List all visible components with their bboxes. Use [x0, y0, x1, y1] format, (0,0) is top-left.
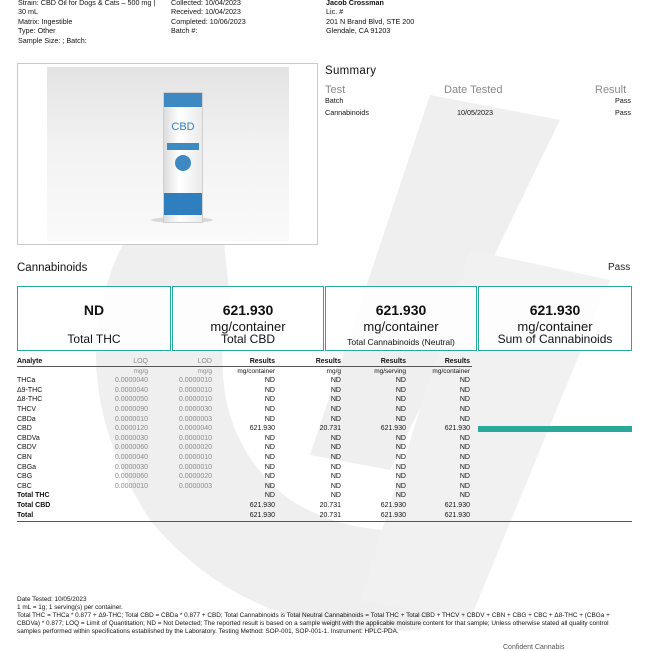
- unit-r3: mg/serving: [374, 367, 406, 375]
- analyte-name: CBGa: [17, 463, 37, 471]
- total-container: 621.930: [249, 511, 275, 519]
- col-results-container-2: Results: [444, 358, 470, 365]
- result-container: ND: [264, 405, 275, 413]
- total-serving: ND: [395, 492, 406, 500]
- total-row: [17, 491, 632, 501]
- header-city: Glendale, CA 91203: [326, 26, 391, 36]
- table-row: [17, 415, 632, 425]
- result-container: 621.930: [249, 425, 275, 433]
- result-bar: [478, 426, 632, 432]
- summary-row-test: Batch: [325, 96, 344, 105]
- lod-value: 0.0000010: [178, 453, 212, 461]
- footer-brand: Confident Cannabis: [503, 644, 565, 651]
- result-container-2: ND: [459, 463, 470, 471]
- header-strain: Strain: CBD Oil for Dogs & Cats – 500 mg |: [18, 0, 156, 7]
- result-serving: 621.930: [380, 425, 406, 433]
- result-container: ND: [264, 386, 275, 394]
- result-serving: ND: [395, 386, 406, 394]
- result-serving: ND: [395, 396, 406, 404]
- total-container-2: 621.930: [444, 511, 470, 519]
- total-name: Total: [17, 511, 34, 519]
- unit-lod: mg/g: [197, 367, 212, 375]
- summary-col-result: Result: [595, 84, 627, 96]
- box-label: Total CBD: [220, 332, 276, 346]
- analyte-name: CBDV: [17, 444, 37, 452]
- table-row: [17, 472, 632, 482]
- total-mg-g: 20.731: [319, 501, 341, 509]
- result-container-2: 621.930: [444, 425, 470, 433]
- lod-value: 0.0000040: [178, 425, 212, 433]
- summary-col-test: Test: [325, 84, 346, 96]
- loq-value: 0.0000030: [114, 434, 148, 442]
- result-mg-g: ND: [330, 377, 341, 385]
- table-row: [17, 405, 632, 415]
- total-row: [17, 501, 632, 511]
- box-value: 621.930: [529, 302, 581, 318]
- footer-definitions: Total THC = THCa * 0.877 + Δ9-THC; Total CBD = CBDa * 0.877 + CBD; Total Cannabinoids is Total Neutral Cannabinoids = Total THC + Total CBD + THCV + CBDV + CBN + CBG + CBC + Δ8-THC + (CBGa + CBDVa) * 0.877; LOQ = Limit of Quantitation; ND = Not Detected; The reported result is based on a sample weight with the applicable moisture content for that sample; Unless otherwise stated all quality control samples performed within specifications established by the Laboratory. Testing Method: SOP-001, SOP-001-1. Instrument: HPLC-PDA.: [17, 612, 610, 636]
- table-row: [17, 453, 632, 463]
- table-row: [17, 424, 632, 434]
- result-container-2: ND: [459, 453, 470, 461]
- total-cbd-box: [172, 286, 324, 351]
- result-serving: ND: [395, 444, 406, 452]
- result-container-2: ND: [459, 396, 470, 404]
- analyte-name: CBDVa: [17, 434, 40, 442]
- loq-value: 0.0000060: [114, 444, 148, 452]
- result-container: ND: [264, 482, 275, 490]
- loq-value: 0.0000010: [114, 482, 148, 490]
- result-serving: ND: [395, 405, 406, 413]
- result-container-2: ND: [459, 434, 470, 442]
- analyte-name: Δ8-THC: [17, 396, 43, 404]
- result-mg-g: ND: [330, 463, 341, 471]
- loq-value: 0.0000010: [114, 415, 148, 423]
- result-serving: ND: [395, 434, 406, 442]
- total-name: Total CBD: [17, 501, 51, 509]
- box-value: 621.930: [375, 302, 427, 318]
- box-value: ND: [83, 302, 105, 318]
- result-mg-g: ND: [330, 453, 341, 461]
- unit-r4: mg/container: [432, 367, 470, 375]
- table-totals: [17, 491, 632, 520]
- header-client: [326, 0, 466, 36]
- col-loq: LOQ: [133, 358, 148, 365]
- result-mg-g: ND: [330, 415, 341, 423]
- result-container-2: ND: [459, 444, 470, 452]
- result-container-2: ND: [459, 377, 470, 385]
- table-row: [17, 395, 632, 405]
- loq-value: 0.0000040: [114, 453, 148, 461]
- table-row: [17, 463, 632, 473]
- cannabinoids-table: [17, 357, 632, 520]
- header-received: Received: 10/04/2023: [171, 7, 241, 17]
- lod-value: 0.0000020: [178, 473, 212, 481]
- footer-notes: [17, 596, 632, 636]
- total-serving: 621.930: [380, 501, 406, 509]
- col-analyte: Analyte: [17, 358, 43, 365]
- product-photo-frame: [17, 63, 318, 245]
- table-row: [17, 434, 632, 444]
- analyte-name: THCV: [17, 405, 37, 413]
- box-unit: mg/container: [517, 319, 593, 334]
- header-client-name: Jacob Crossman: [326, 0, 384, 7]
- result-serving: ND: [395, 453, 406, 461]
- loq-value: 0.0000060: [114, 473, 148, 481]
- summary-title: Summary: [325, 65, 377, 77]
- product-photo: [47, 67, 289, 241]
- header-sample-info: [18, 0, 183, 45]
- loq-value: 0.0000030: [114, 463, 148, 471]
- table-row: [17, 376, 632, 386]
- lod-value: 0.0000030: [178, 405, 212, 413]
- result-serving: ND: [395, 415, 406, 423]
- result-container: ND: [264, 415, 275, 423]
- total-thc-box: [17, 286, 171, 351]
- result-container-2: ND: [459, 415, 470, 423]
- product-box-image: CBD: [163, 92, 203, 223]
- result-container: ND: [264, 463, 275, 471]
- result-mg-g: 20.731: [319, 425, 341, 433]
- col-results-container: Results: [249, 358, 275, 365]
- header-completed: Completed: 10/06/2023: [171, 16, 246, 26]
- header-collected: Collected: 10/04/2023: [171, 0, 241, 7]
- table-body: [17, 376, 632, 491]
- result-mg-g: ND: [330, 482, 341, 490]
- total-mg-g: ND: [330, 492, 341, 500]
- summary-row-date: 10/05/2023: [457, 108, 493, 117]
- summary-row-test: Cannabinoids: [325, 108, 369, 117]
- lod-value: 0.0000003: [178, 482, 212, 490]
- lod-value: 0.0000010: [178, 377, 212, 385]
- table-row: [17, 482, 632, 492]
- box-unit: mg/container: [210, 319, 286, 334]
- total-row: [17, 511, 632, 521]
- total-mg-g: 20.731: [319, 511, 341, 519]
- total-cannabinoids-box: [325, 286, 477, 351]
- unit-r1: mg/container: [237, 367, 275, 375]
- table-row: [17, 386, 632, 396]
- result-serving: ND: [395, 473, 406, 481]
- result-mg-g: ND: [330, 386, 341, 394]
- result-serving: ND: [395, 377, 406, 385]
- total-serving: 621.930: [380, 511, 406, 519]
- result-mg-g: ND: [330, 444, 341, 452]
- loq-value: 0.0000090: [114, 405, 148, 413]
- summary-row-result: Pass: [615, 108, 631, 117]
- sum-cannabinoids-box: [478, 286, 632, 351]
- result-container: ND: [264, 434, 275, 442]
- header-matrix: Matrix: Ingestible: [18, 16, 73, 26]
- box-value: 621.930: [222, 302, 274, 318]
- lod-value: 0.0000003: [178, 415, 212, 423]
- result-mg-g: ND: [330, 434, 341, 442]
- header-dates: [171, 0, 291, 36]
- analyte-name: THCa: [17, 377, 36, 385]
- lod-value: 0.0000010: [178, 434, 212, 442]
- analyte-name: CBC: [17, 482, 32, 490]
- table-row: [17, 443, 632, 453]
- col-lod: LOD: [197, 358, 212, 365]
- loq-value: 0.0000040: [114, 386, 148, 394]
- col-results-mg-g: Results: [315, 358, 341, 365]
- lod-value: 0.0000010: [178, 386, 212, 394]
- unit-loq: mg/g: [133, 367, 148, 375]
- analyte-name: Δ9-THC: [17, 386, 43, 394]
- lod-value: 0.0000020: [178, 444, 212, 452]
- result-container: ND: [264, 453, 275, 461]
- loq-value: 0.0000120: [114, 425, 148, 433]
- lod-value: 0.0000010: [178, 396, 212, 404]
- lod-value: 0.0000010: [178, 463, 212, 471]
- result-container: ND: [264, 473, 275, 481]
- result-mg-g: ND: [330, 396, 341, 404]
- cannabinoids-title: Cannabinoids: [17, 262, 88, 274]
- total-container: ND: [264, 492, 275, 500]
- summary-row-result: Pass: [615, 96, 631, 105]
- unit-r2: mg/g: [326, 367, 341, 375]
- analyte-name: CBD: [17, 425, 32, 433]
- header-sample-size: Sample Size: ; Batch:: [18, 35, 87, 45]
- box-label: Total Cannabinoids (Neutral): [347, 337, 455, 347]
- result-serving: ND: [395, 482, 406, 490]
- analyte-name: CBN: [17, 453, 32, 461]
- analyte-name: CBDa: [17, 415, 36, 423]
- footer-serving: 1 mL = 1g; 1 serving(s) per container.: [17, 604, 123, 612]
- result-container: ND: [264, 377, 275, 385]
- result-container-2: ND: [459, 405, 470, 413]
- result-mg-g: ND: [330, 473, 341, 481]
- header-volume: 30 mL: [18, 7, 38, 17]
- result-container: ND: [264, 396, 275, 404]
- summary-col-date: Date Tested: [444, 84, 503, 96]
- total-container: 621.930: [249, 501, 275, 509]
- result-container: ND: [264, 444, 275, 452]
- header-address: 201 N Brand Blvd, STE 200: [326, 16, 415, 26]
- result-mg-g: ND: [330, 405, 341, 413]
- cannabinoids-result: Pass: [608, 262, 631, 273]
- box-label: Sum of Cannabinoids: [497, 332, 613, 346]
- box-label: Total THC: [67, 332, 121, 346]
- total-container-2: 621.930: [444, 501, 470, 509]
- box-unit: mg/container: [363, 319, 439, 334]
- header-license: Lic. #: [326, 7, 344, 17]
- result-container-2: ND: [459, 482, 470, 490]
- result-container-2: ND: [459, 386, 470, 394]
- header-type: Type: Other: [18, 26, 56, 36]
- total-container-2: ND: [459, 492, 470, 500]
- analyte-name: CBG: [17, 473, 33, 481]
- loq-value: 0.0000040: [114, 377, 148, 385]
- loq-value: 0.0000050: [114, 396, 148, 404]
- result-container-2: ND: [459, 473, 470, 481]
- header-batch: Batch #:: [171, 26, 198, 36]
- footer-date: Date Tested: 10/05/2023: [17, 596, 87, 603]
- result-serving: ND: [395, 463, 406, 471]
- total-name: Total THC: [17, 492, 50, 500]
- col-results-serving: Results: [380, 358, 406, 365]
- table-units-row: [17, 367, 632, 377]
